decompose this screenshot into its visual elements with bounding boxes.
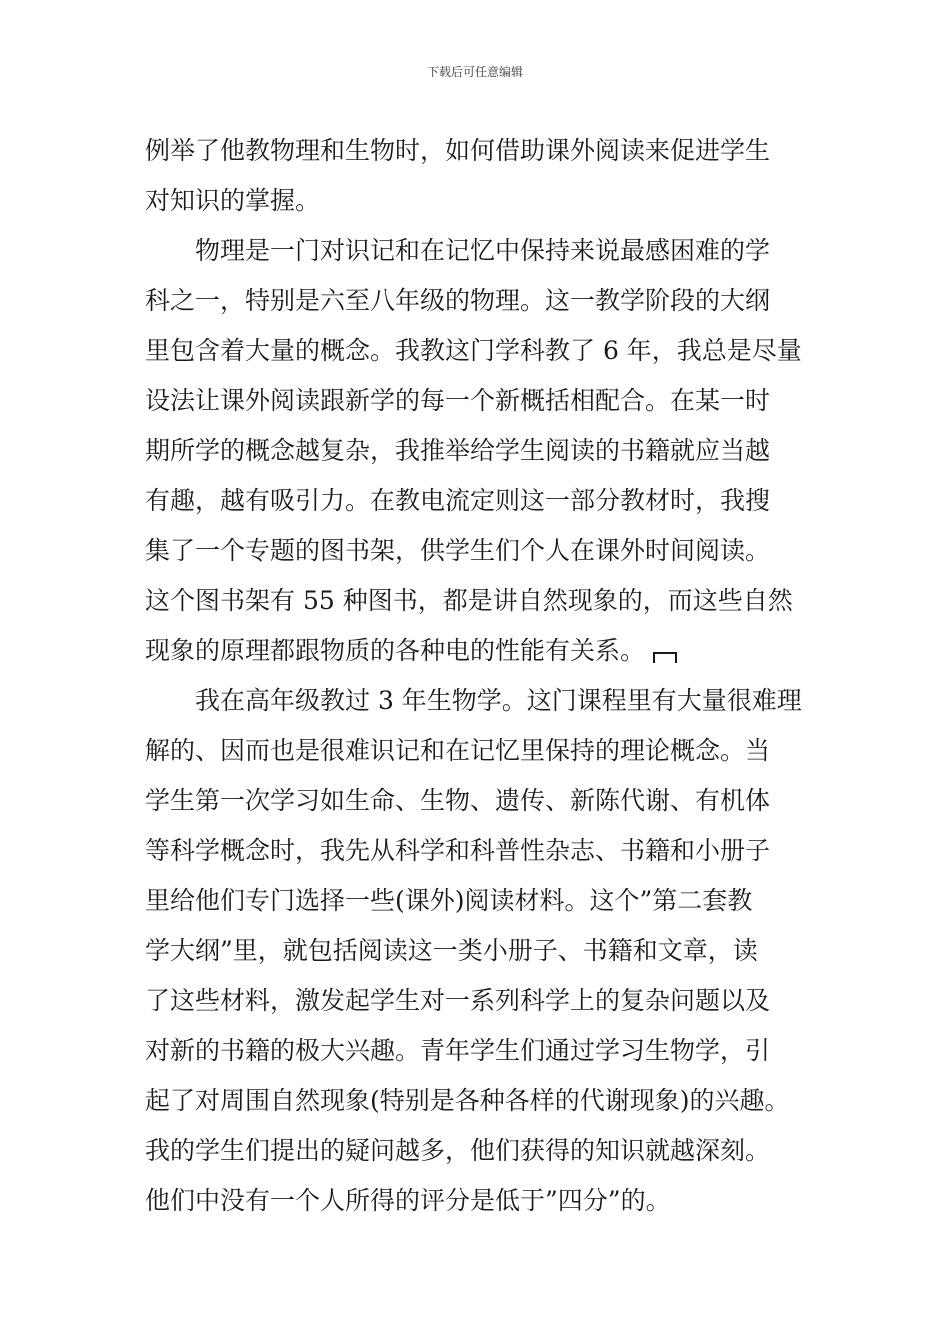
text-line: 起了对周围自然现象(特别是各种各样的代谢现象)的兴趣。 [145,1086,790,1115]
page-header: 下载后可任意编辑 [426,65,523,79]
paragraph-end-mark-icon [653,649,677,663]
text-line: 了这些材料，激发起学生对一系列科学上的复杂问题以及 [145,986,771,1015]
text-line: 现象的原理都跟物质的各种电的性能有关系。 [145,636,646,665]
text-line: 期所学的概念越复杂，我推举给学生阅读的书籍就应当越 [145,436,771,465]
text-line: 对新的书籍的极大兴趣。青年学生们通过学习生物学，引 [145,1036,771,1065]
text-line: 解的、因而也是很难识记和在记忆里保持的理论概念。当 [145,736,771,765]
document-body [145,126,835,1226]
text-line: 设法让课外阅读跟新学的每一个新概括相配合。在某一时 [145,386,771,415]
text-line: 里给他们专门选择一些(课外)阅读材料。这个”第二套教 [145,886,753,915]
text-line: 科之一，特别是六至八年级的物理。这一教学阶段的大纲 [145,286,771,315]
text-line: 里包含着大量的概念。我教这门学科教了 6 年，我总是尽量 [145,336,802,365]
text-line: 例举了他教物理和生物时，如何借助课外阅读来促进学生 [145,136,771,165]
text-line: 学大纲”里，就包括阅读这一类小册子、书籍和文章，读 [145,936,758,965]
text-line: 我的学生们提出的疑问越多，他们获得的知识就越深刻。 [145,1136,771,1165]
text-line: 对知识的掌握。 [145,186,321,215]
text-line: 等科学概念时，我先从科学和科普性杂志、书籍和小册子 [145,836,771,865]
text-line: 他们中没有一个人所得的评分是低于”四分”的。 [145,1186,671,1215]
text-line: 有趣，越有吸引力。在教电流定则这一部分教材时，我搜 [145,486,771,515]
text-line: 集了一个专题的图书架，供学生们个人在课外时间阅读。 [145,536,771,565]
text-line: 我在高年级教过 3 年生物学。这门课程里有大量很难理 [195,686,802,715]
text-line-with-mark [145,626,835,676]
text-line: 这个图书架有 55 种图书，都是讲自然现象的，而这些自然 [145,586,793,615]
text-line: 学生第一次学习如生命、生物、遗传、新陈代谢、有机体 [145,786,771,815]
text-line: 物理是一门对识记和在记忆中保持来说最感困难的学 [195,236,771,265]
